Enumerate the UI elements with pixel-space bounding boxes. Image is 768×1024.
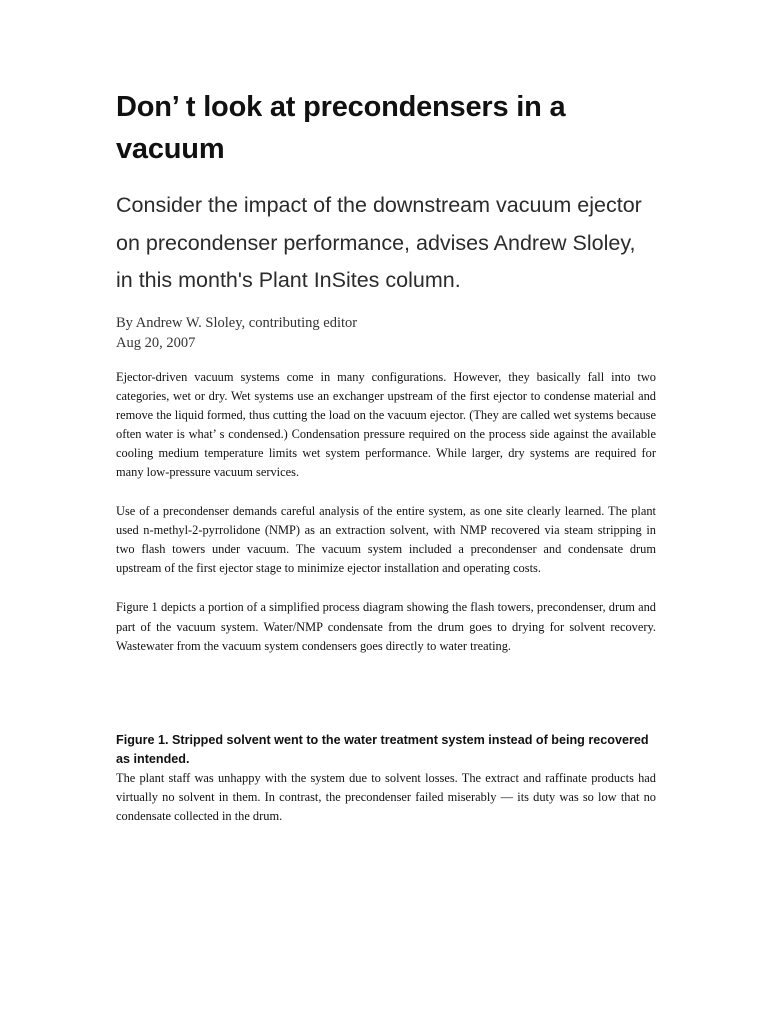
article-subtitle: Consider the impact of the downstream vacuum ejector on precondenser performance, advises Andrew Sloley, in this month's Plant InSites column. bbox=[116, 193, 642, 292]
publish-date: Aug 20, 2007 bbox=[116, 334, 196, 351]
byline: By Andrew W. Sloley, contributing editor bbox=[116, 314, 358, 331]
paragraph-2: Use of a precondenser demands careful analysis of the entire system, as one site clearly learned. The plant used n-methyl-2-pyrrolidone (NMP) as an extraction solvent, with NMP recovered via steam stripping in two flash towers under vacuum. The vacuum system included a precondenser and condensate drum upstream of the first ejector stage to minimize ejector installation and operating costs. bbox=[116, 504, 656, 576]
figure-caption: Figure 1. Stripped solvent went to the water treatment system instead of being recovered as intended. bbox=[116, 732, 649, 766]
article bbox=[116, 86, 656, 826]
article-title: Don’ t look at precondensers in a vacuum bbox=[116, 91, 566, 165]
article-meta bbox=[116, 313, 656, 353]
paragraph-3: Figure 1 depicts a portion of a simplified process diagram showing the flash towers, precondenser, drum and part of the vacuum system. Water/NMP condensate from the drum goes to drying for solvent recovery. Wastewater from the vacuum system condensers goes directly to water treating. bbox=[116, 600, 656, 653]
paragraph-4: The plant staff was unhappy with the system due to solvent losses. The extract and raffinate products had virtually no solvent in them. In contrast, the precondenser failed miserably — its duty was so low that no condensate collected in the drum. bbox=[116, 770, 656, 823]
paragraph-1: Ejector-driven vacuum systems come in many configurations. However, they basically fall into two categories, wet or dry. Wet systems use an exchanger upstream of the first ejector to condense material and remove the liquid formed, thus cutting the load on the vacuum ejector. (They are called wet systems because often water is what’ s condensed.) Condensation pressure required on the process side against the available cooling medium temperature limits wet system performance. While larger, dry systems are required for many low-pressure vacuum services. bbox=[116, 369, 656, 479]
